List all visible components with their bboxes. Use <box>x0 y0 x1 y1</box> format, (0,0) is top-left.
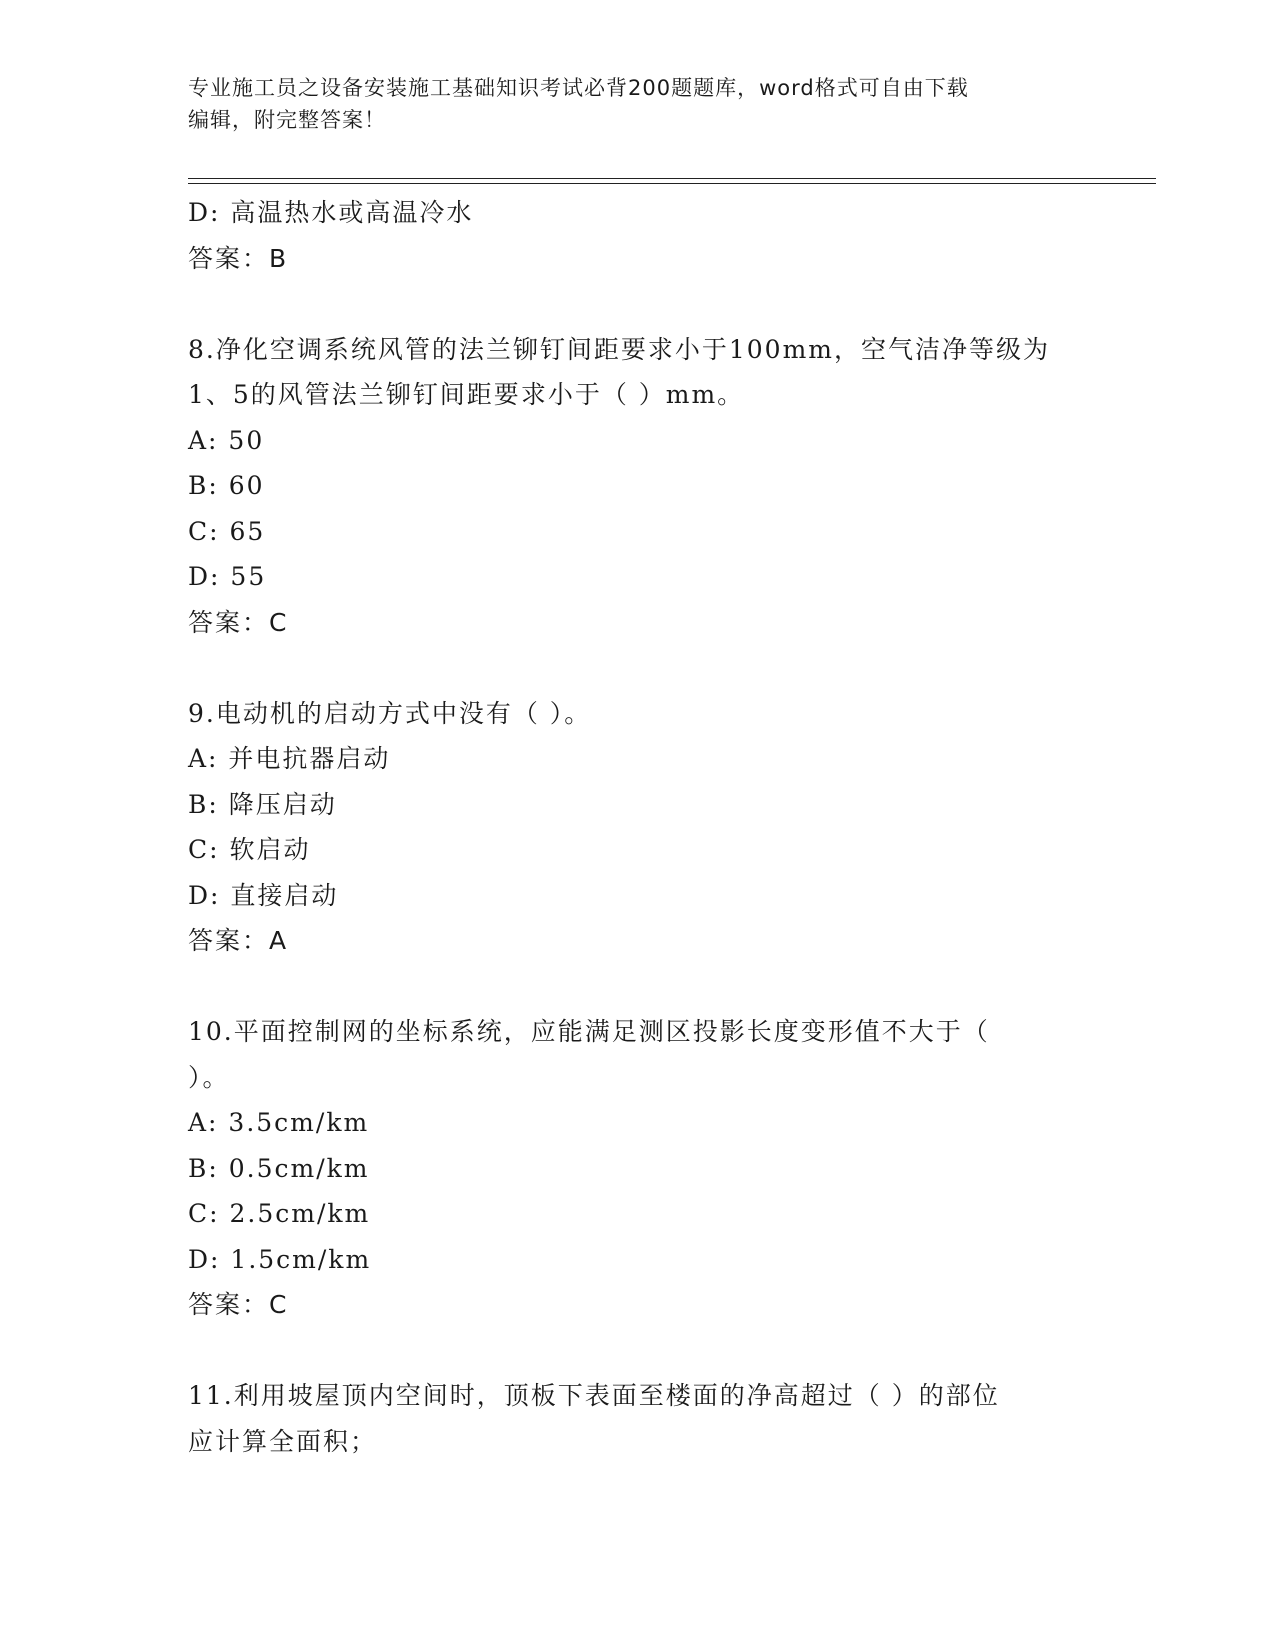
option-d: D: 55 <box>188 562 267 591</box>
question-stem-line: 9.电动机的启动方式中没有（ ）。 <box>188 698 592 728</box>
question-stem-line: 10.平面控制网的坐标系统，应能满足测区投影长度变形值不大于（ <box>188 1017 990 1046</box>
question-stem-line: 11.利用坡屋顶内空间时，顶板下表面至楼面的净高超过（ ）的部位 <box>188 1381 1000 1410</box>
header-title-line-2: 编辑，附完整答案！ <box>188 108 386 132</box>
prev-question-tail <box>188 190 1088 281</box>
option-c: C: 2.5cm/km <box>188 1199 371 1228</box>
question-stem-line: ）。 <box>188 1062 230 1092</box>
document-body <box>188 190 1088 1464</box>
header-title-line-1: 专业施工员之设备安装施工基础知识考试必背200题题库，word格式可自由下载 <box>188 76 969 100</box>
question-11 <box>188 1373 1088 1464</box>
question-stem-line: 1、5的风管法兰铆钉间距要求小于（ ）mm。 <box>188 380 745 409</box>
option-b: B: 0.5cm/km <box>188 1153 370 1183</box>
option-d: D: 1.5cm/km <box>188 1244 372 1274</box>
question-stem-line: 应计算全面积； <box>188 1426 378 1456</box>
question-10 <box>188 1009 1088 1328</box>
document-header <box>188 72 1068 136</box>
option-a: A: 50 <box>188 425 265 455</box>
question-spacer <box>188 964 1088 1010</box>
header-divider-top <box>188 178 1156 179</box>
option-d: D: 直接启动 <box>188 880 339 910</box>
option-a: A: 3.5cm/km <box>188 1108 370 1137</box>
option-a: A: 并电抗器启动 <box>188 744 391 773</box>
option-c: C: 65 <box>188 516 266 546</box>
answer-line: 答案：C <box>188 607 289 637</box>
question-spacer <box>188 281 1088 327</box>
question-stem-line: 8.净化空调系统风管的法兰铆钉间距要求小于100mm，空气洁净等级为 <box>188 334 1050 364</box>
question-9 <box>188 691 1088 964</box>
option-c: C: 软启动 <box>188 835 311 864</box>
answer-line: 答案：C <box>188 1290 289 1319</box>
option-b: B: 60 <box>188 471 265 500</box>
answer-line: 答案：A <box>188 926 289 955</box>
option-d: D: 高温热水或高温冷水 <box>188 198 474 227</box>
header-divider-bottom <box>188 183 1156 184</box>
question-spacer <box>188 1328 1088 1374</box>
question-8 <box>188 327 1088 646</box>
option-b: B: 降压启动 <box>188 789 337 819</box>
answer-line: 答案：B <box>188 243 289 273</box>
question-spacer <box>188 645 1088 691</box>
